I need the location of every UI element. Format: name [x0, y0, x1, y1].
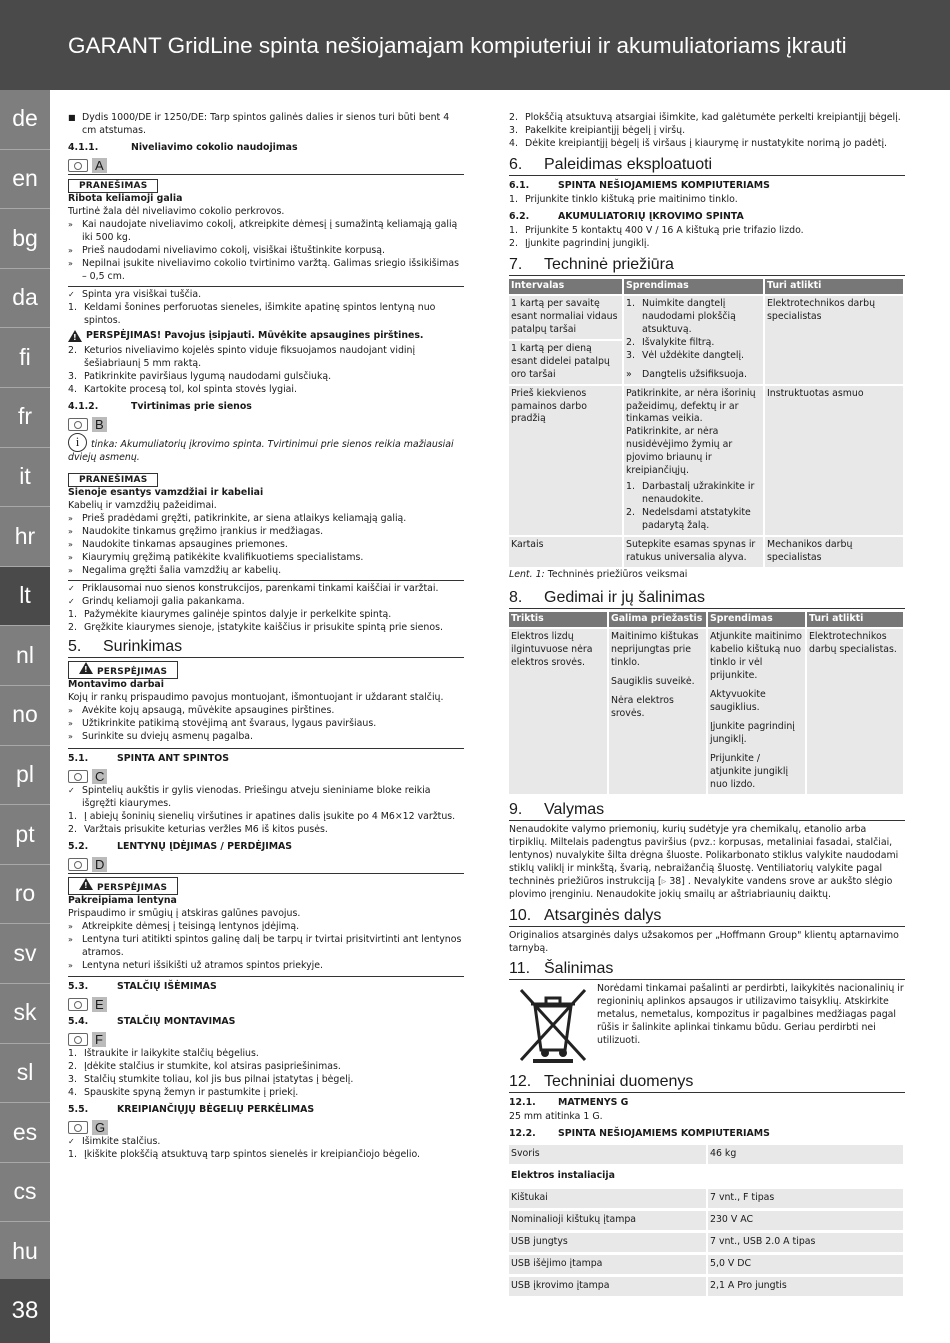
- language-tab-hu[interactable]: hu: [0, 1222, 50, 1282]
- notice-block: PRANEŠIMAS Sienoje esantys vamzdžiai ir kabeliai Kabelių ir vamzdžių pažeidimai. » Prieš pradėdami gręžti, patikrinkite, ar siena atlaikys keliamąją galią. » Naudokite tinkamus gręžimo įrankius ir medžiagas. » Naudokite tinkamas apsaugines priemones. » Kiaurymių gręžimą patikėkite kvalifikuotiems specialistams. » Negalima gręžti šalia vamzdžių ar kabelių.: [68, 474, 407, 576]
- table-row: Elektros instaliacija: [509, 1166, 904, 1188]
- table-row: Prieš kiekvienos pamainos darbo pradžią Patikrinkite, ar nėra išorinių pažeidimų, defektų ir ar tinkamas veikia. Patikrinkite, ar nėra nusidėvėjimo žymių ar pjovimo briaunų ir kreipiančiųjų. 1. Darbastalį užrakinkite ir nenaudokite. 2. Nedelsdami atstatykite padarytą žalą. Instruktuotas asmuo: [509, 385, 904, 537]
- language-tab-pl[interactable]: pl: [0, 746, 50, 806]
- warning-icon: [79, 878, 93, 890]
- language-tab-de[interactable]: de: [0, 90, 50, 150]
- language-tab-hr[interactable]: hr: [0, 507, 50, 567]
- section-heading: 6.2. AKUMULIATORIŲ ĮKROVIMO SPINTA: [509, 210, 744, 222]
- camera-icon: [68, 770, 88, 783]
- check-icon: ✓: [68, 290, 75, 300]
- warning-line: ! PERSPĖJIMAS! Pavojus įsipjauti. Mūvėkite apsaugines pirštines.: [68, 330, 464, 343]
- maintenance-table: Intervalas Sprendimas Turi atlikti 1 kartą per savaitę esant normaliai vidaus patalpų taršai 1 kartą per dieną esant didelei patalpų oro taršai 1. Nuimkite dangtelį naudodami plokščią atsuktuvą. 2. Išvalykite filtrą. 3. Vėl uždėkite dangtelį. » Dangtelis užsifiksuoja. Elektrotechnikos darbų specialistas Prieš kiekvienos pamainos darbo pradžią Patikrinkite, ar nėra išorinių pažeidimų, defektų ir ar tinkamas veikia. Patikrinkite, ar nėra nusidėvėjimo žymių ar pjovimo briaunų ir kreipiančiųjų. 1. Darbastalį užrakinkite ir nenaudokite. 2. Nedelsdami atstatykite padarytą žalą. Instruktuotas asmuo Kartais Sutepkite esamas spynas ir ratukus universalia alyva. Mechanikos darbų specialistas: [509, 279, 905, 567]
- section-heading: 5.2. LENTYNŲ ĮDĖJIMAS / PERDĖJIMAS: [68, 840, 293, 852]
- camera-icon: [68, 998, 88, 1011]
- warning-icon: [68, 330, 82, 342]
- language-tab-da[interactable]: da: [0, 269, 50, 329]
- page-number: 38: [0, 1279, 50, 1343]
- section-heading: 4.1.1. Niveliavimo cokolio naudojimas: [68, 141, 298, 153]
- info-note: i tinka: Akumuliatorių įkrovimo spinta. Tvirtinimui prie sienos reikia mažiausiai dviejų asmenų.: [68, 434, 454, 463]
- language-tab-it[interactable]: it: [0, 448, 50, 508]
- section-heading: 6.1. SPINTA NEŠIOJAMIEMS KOMPIUTERIAMS: [509, 179, 770, 191]
- figure-ref: F: [68, 1032, 464, 1047]
- language-tab-fr[interactable]: fr: [0, 388, 50, 448]
- language-tabs: [0, 90, 50, 1282]
- section-heading: 6. Paleidimas eksploatuoti: [509, 155, 905, 176]
- table-row: USB jungtys 7 vnt., USB 2.0 A tipas: [509, 1232, 904, 1254]
- table-row: Svoris 46 kg: [509, 1144, 904, 1166]
- section-heading: 5. Surinkimas: [68, 637, 464, 658]
- check-icon: ✓: [68, 786, 75, 796]
- figure-ref: E: [68, 997, 464, 1012]
- language-tab-pt[interactable]: pt: [0, 805, 50, 865]
- camera-icon: [68, 858, 88, 871]
- check-icon: ✓: [68, 583, 75, 593]
- list-item: ■ Dydis 1000/DE ir 1250/DE: Tarp spintos galinės dalies ir sienos turi būti bent 4 cm atstumas.: [68, 112, 450, 136]
- troubleshooting-table: Triktis Galima priežastis Sprendimas Turi atlikti Elektros lizdų ilgintuvuose nėra elektros srovės. Maitinimo kištukas neprijungtas prie tinklo. Saugiklis suveikė. Nėra elektros srovės. Atjunkite maitinimo kabelio kištuką nuo tinklo ir vėl prijunkite. Aktyvuokite saugiklius. Įjunkite pagrindinį jungiklį. Prijunkite / atjunkite jungiklį nuo lizdo. Elektrotechnikos darbų specialistas.: [509, 612, 905, 794]
- camera-icon: [68, 1121, 88, 1134]
- left-column: ■ Dydis 1000/DE ir 1250/DE: Tarp spintos galinės dalies ir sienos turi būti bent 4 cm atstumas. 4.1.1. Niveliavimo cokolio naudojimas A PRANEŠIMAS Ribota keliamoji galia Turtinė žala dėl niveliavimo cokolio perkrovos. » Kai naudojate niveliavimo cokolį, atkreipkite dėmesį į sumažintą keliamąją galią iki 500 kg. » Prieš naudodami niveliavimo cokolį, visiškai ištuštinkite korpusą. » Nepilnai įsukite niveliavimo cokolio tvirtinimo varžtą. Galimas sriegio išsikišimas – 0,5 cm. ✓ Spinta yra visiškai tuščia. 1. Keldami šonines perforuotas sieneles, išimkite apatinę spintos lentyną nuo spintos. ! PERSPĖJIMAS! Pavojus įsipjauti. Mūvėkite apsaugines pirštines. 2. Keturios niveliavimo kojelės spinto viduje fiksuojamos naudojant vidinį šešiabriaunį 5 mm raktą. 3. Patikrinkite paviršiaus lygumą naudodami gulsčiuką. 4. Kartokite procesą tol, kol spinta stovės lygiai. 4.1.2. Tvirtinimas prie sienos B i tinka: Akumuliatorių įkrovimo spinta. Tvirtinimui prie sienos reikia mažiausiai dviejų asmenų. PRANEŠIMAS Sienoje esantys vamzdžiai ir kabeliai Kabelių ir vamzdžių pažeidimai. » Prieš pradėdami gręžti, patikrinkite, ar siena atlaikys keliamąją galią. » Naudokite tinkamus gręžimo įrankius ir medžiagas. » Naudokite tinkamas apsaugines priemones. » Kiaurymių gręžimą patikėkite kvalifikuotiems specialistams. » Negalima gręžti šalia vamzdžių ar kabelių. ✓ Priklausomai nuo sienos konstrukcijos, parenkami tinkami kaiščiai ir varžtai. ✓ Grindų keliamoji galia pakankama. 1. Pažymėkite kiaurymes galinėje spintos dalyje ir perkelkite spintą. 2. Gręžkite kiaurymes sienoje, įstatykite kaiščius ir prisukite spintą prie sienos. 5. Surinkimas !PERSPĖJIMAS Montavimo darbai Kojų ir rankų prispaudimo pavojus montuojant, išmontuojant ir uždarant stalčių. » Avėkite kojų apsaugą, mūvėkite apsaugines pirštines. » Užtikrinkite patikimą stovėjimą ant švaraus, lygaus paviršiaus. » Surinkite su dviejų asmenų pagalba. 5.1. SPINTA ANT SPINTOS C ✓ Spintelių aukštis ir gylis vienodas. Priešingu atveju sieniniame bloke reikia išgręžti kiaurymes. 1. Į abiejų šoninių sienelių viršutines ir apatines dalis įsukite po 4 M6×12 varžtus. 2. Varžtais prisukite keturias veržles M6 iš kitos pusės. 5.2. LENTYNŲ ĮDĖJIMAS / PERDĖJIMAS D !PERSPĖJIMAS Pakreipiama lentyna Prispaudimo ir smūgių į atskiras galūnes pavojus. » Atkreipkite dėmesį į teisingą lentynos įdėjimą. » Lentyna turi atitikti spintos galinę dalį be tarpų ir tvirtai prisitvirtinti ant lentynos atramos. » Lentyna neturi išsikišti už atramos spintos priekyje. 5.3. STALČIŲ IŠĖMIMAS E 5.4. STALČIŲ MONTAVIMAS F 1. Ištraukite ir laikykite stalčių bėgelius. 2. Įdėkite stalčius ir stumkite, kol atsiras pasipriešinimas. 3. Stalčių stumkite toliau, kol jis bus pilnai įstatytas į bėgelį. 4. Spauskite spyną žemyn ir pastumkite į priekį. 5.5. KREIPIANČIŲJŲ BĖGELIŲ PERKĖLIMAS G ✓ Išimkite stalčius. 1. Įkiškite plokščią atsuktuvą tarp spintos sienelės ir kreipiančiojo bėgelio.: [68, 112, 464, 1162]
- section-heading: 11. Šalinimas: [509, 959, 905, 980]
- page-ref-link[interactable]: 38: [669, 875, 682, 887]
- section-heading: 5.3. STALČIŲ IŠĖMIMAS: [68, 981, 217, 993]
- language-tab-sk[interactable]: sk: [0, 984, 50, 1044]
- notice-block: PRANEŠIMAS Ribota keliamoji galia Turtinė žala dėl niveliavimo cokolio perkrovos. » Kai naudojate niveliavimo cokolį, atkreipkite dėmesį į sumažintą keliamąją galią iki 500 kg. » Prieš naudodami niveliavimo cokolį, visiškai ištuštinkite korpusą. » Nepilnai įsukite niveliavimo cokolio tvirtinimo varžtą. Galimas sriegio išsikišimas – 0,5 cm.: [68, 174, 464, 284]
- table-row: Nominalioji kištukų įtampa 230 V AC: [509, 1210, 904, 1232]
- info-icon: i: [68, 433, 87, 452]
- table-row: Kartais Sutepkite esamas spynas ir ratukus universalia alyva. Mechanikos darbų specialistas: [509, 536, 904, 567]
- right-column: 2. Plokščią atsuktuvą atsargiai išimkite, kad galėtumėte perkelti kreipiantįjį bėgelį. 3. Pakelkite kreipiantįjį bėgelį į viršų. 4. Dėkite kreipiantįjį bėgelį iš viršaus į kiaurymę ir nustatykite norimą jo padėtį. 6. Paleidimas eksploatuoti 6.1. SPINTA NEŠIOJAMIEMS KOMPIUTERIAMS 1. Prijunkite tinklo kištuką prie maitinimo tinklo. 6.2. AKUMULIATORIŲ ĮKROVIMO SPINTA 1. Prijunkite 5 kontaktų 400 V / 16 A kištuką prie trifazio lizdo. 2. Įjunkite pagrindinį jungiklį. 7. Techninė priežiūra Intervalas Sprendimas Turi atlikti 1 kartą per savaitę esant normaliai vidaus patalpų taršai 1 kartą per dieną esant didelei patalpų oro taršai 1. Nuimkite dangtelį naudodami plokščią atsuktuvą. 2. Išvalykite filtrą. 3. Vėl uždėkite dangtelį. » Dangtelis užsifiksuoja. Elektrotechnikos darbų specialistas Prieš kiekvienos pamainos darbo pradžią Patikrinkite, ar nėra išorinių pažeidimų, defektų ir ar tinkamas veikia. Patikrinkite, ar nėra nusidėvėjimo žymių ar pjovimo briaunų ir kreipiančiųjų. 1. Darbastalį užrakinkite ir nenaudokite. 2. Nedelsdami atstatykite padarytą žalą. Instruktuotas asmuo Kartais Sutepkite esamas spynas ir ratukus universalia alyva. Mechanikos darbų specialistas Lent. 1: Techninės priežiūros veiksmai 8. Gedimai ir jų šalinimas Triktis Galima priežastis Sprendimas Turi atlikti Elektros lizdų ilgintuvuose nėra elektros srovės. Maitinimo kištukas neprijungtas prie tinklo. Saugiklis suveikė. Nėra elektros srovės. Atjunkite maitinimo kabelio kištuką nuo tinklo ir vėl prijunkite. Aktyvuokite saugiklius. Įjunkite pagrindinį jungiklį. Prijunkite / atjunkite jungiklį nuo lizdo. Elektrotechnikos darbų specialistas. 9. Valymas Nenaudokite valymo priemonių, kurių sudėtyje yra chemikalų, etanolio arba tirpiklių. Miltelais padengtus paviršius (pvz.: korpusas, metaliniai fasadai, stalčiai, lentynos) nuvalykite šilta drėgna šluoste. Polikarbonato stiklus valykite naudodami stiklų valiklį ir minkštą, švarią, nebraižančią šluostę. Ventiliatorių valykite pagal techninės priežiūros instrukciją [▹ 38] . Nevalykite vandens srove ar aukšto slėgio plovimo įrenginiu. Nenaudokite jokių smailų ar aštriabriaunių daiktų. 10. Atsarginės dalys Originalios atsarginės dalys užsakomos per „Hoffmann Group" klientų aptarnavimo tarnybą. 11. Šalinimas Norėdami tinkamai pašalinti ar perdirbti, laikykitės nacionalinių ir regioninių aplinkos apsaugos ir utilizavimo taisyklių. Atskirkite metalus, nemetalus, kompozitus ir pagalbines medžiagas pagal rūšis ir šalinkite aplinkai tinkamu būdu. Geriau perdirbti nei utilizuoti. 12. Techniniai duomenys 12.1. MATMENYS G 25 mm atitinka 1 G. 12.2. SPINTA NEŠIOJAMIEMS KOMPIUTERIAMS Svoris 46 kg Elektros instaliacija Kištukai 7 vnt., F tipas Nominalioji kištukų įtampa 230 V AC USB jungtys 7 vnt., USB 2.0 A tipas USB išėjimo įtampa 5,0 V DC USB įkrovimo įtampa 2,1 A Pro jungtis: [509, 112, 905, 1296]
- section-heading: 5.1. SPINTA ANT SPINTOS: [68, 753, 229, 765]
- warning-icon: [79, 662, 93, 674]
- figure-ref: G: [68, 1120, 464, 1135]
- section-heading: 10. Atsarginės dalys: [509, 906, 905, 927]
- warning-label: !PERSPĖJIMAS: [68, 661, 178, 679]
- section-heading: 9. Valymas: [509, 800, 905, 821]
- page-header: [0, 0, 950, 90]
- table-caption: Lent. 1: Techninės priežiūros veiksmai: [509, 569, 688, 581]
- table-row: USB įkrovimo įtampa 2,1 A Pro jungtis: [509, 1276, 904, 1296]
- weee-bin-icon: [513, 984, 591, 1064]
- language-tab-ro[interactable]: ro: [0, 865, 50, 925]
- page-title: GARANT GridLine spinta nešiojamajam kompiuteriui ir akumuliatoriams įkrauti: [68, 33, 847, 58]
- camera-icon: [68, 159, 88, 172]
- warning-label: !PERSPĖJIMAS: [68, 877, 178, 895]
- table-row: Elektros lizdų ilgintuvuose nėra elektros srovės. Maitinimo kištukas neprijungtas prie tinklo. Saugiklis suveikė. Nėra elektros srovės. Atjunkite maitinimo kabelio kištuką nuo tinklo ir vėl prijunkite. Aktyvuokite saugiklius. Įjunkite pagrindinį jungiklį. Prijunkite / atjunkite jungiklį nuo lizdo. Elektrotechnikos darbų specialistas.: [509, 628, 904, 794]
- notice-label: PRANEŠIMAS: [68, 473, 158, 487]
- section-heading: 5.5. KREIPIANČIŲJŲ BĖGELIŲ PERKĖLIMAS: [68, 1103, 315, 1115]
- language-tab-lt[interactable]: lt: [0, 567, 50, 627]
- language-tab-sl[interactable]: sl: [0, 1044, 50, 1104]
- cleaning-text: Nenaudokite valymo priemonių, kurių sudėtyje yra chemikalų, etanolio arba tirpiklių. Miltelais padengtus paviršius (pvz.: korpusas, metaliniai fasadai, stalčiai, lentynos) nuvalykite šilta drėgna šluoste. Polikarbonato stiklus valykite naudodami stiklų valiklį ir minkštą, švarią, nebraižančią šluostę. Ventiliatorių valykite pagal techninės priežiūros instrukciją [▹ 38] . Nevalykite vandens srove ar aukšto slėgio plovimo įrenginiu. Nenaudokite jokių smailų ar aštriabriaunių daiktų.: [509, 823, 899, 900]
- section-heading: 8. Gedimai ir jų šalinimas: [509, 588, 905, 609]
- language-tab-en[interactable]: en: [0, 150, 50, 210]
- tech-data-table: [509, 1142, 905, 1296]
- language-tab-no[interactable]: no: [0, 686, 50, 746]
- table-row: 1 kartą per savaitę esant normaliai vidaus patalpų taršai 1 kartą per dieną esant didelei patalpų oro taršai 1. Nuimkite dangtelį naudodami plokščią atsuktuvą. 2. Išvalykite filtrą. 3. Vėl uždėkite dangtelį. » Dangtelis užsifiksuoja. Elektrotechnikos darbų specialistas: [509, 295, 904, 385]
- section-heading: 12.2. SPINTA NEŠIOJAMIEMS KOMPIUTERIAMS: [509, 1128, 770, 1140]
- language-tab-sv[interactable]: sv: [0, 924, 50, 984]
- language-tab-bg[interactable]: bg: [0, 209, 50, 269]
- language-tab-fi[interactable]: fi: [0, 328, 50, 388]
- section-heading: 4.1.2. Tvirtinimas prie sienos: [68, 400, 252, 412]
- section-heading: 5.4. STALČIŲ MONTAVIMAS: [68, 1016, 236, 1028]
- section-heading: 12.1. MATMENYS G: [509, 1097, 629, 1109]
- figure-ref: A: [68, 158, 464, 173]
- check-icon: ✓: [68, 1136, 75, 1146]
- language-tab-cs[interactable]: cs: [0, 1163, 50, 1223]
- table-row: USB išėjimo įtampa 5,0 V DC: [509, 1254, 904, 1276]
- language-tab-es[interactable]: es: [0, 1103, 50, 1163]
- section-heading: 7. Techninė priežiūra: [509, 255, 905, 276]
- language-tab-nl[interactable]: nl: [0, 626, 50, 686]
- figure-ref: B: [68, 417, 464, 432]
- check-icon: ✓: [68, 596, 75, 606]
- table-row: Kištukai 7 vnt., F tipas: [509, 1188, 904, 1210]
- camera-icon: [68, 1033, 88, 1046]
- notice-label: PRANEŠIMAS: [68, 179, 158, 193]
- section-heading: 12. Techniniai duomenys: [509, 1072, 905, 1093]
- figure-ref: C: [68, 769, 464, 784]
- camera-icon: [68, 418, 88, 431]
- figure-ref: D: [68, 857, 464, 872]
